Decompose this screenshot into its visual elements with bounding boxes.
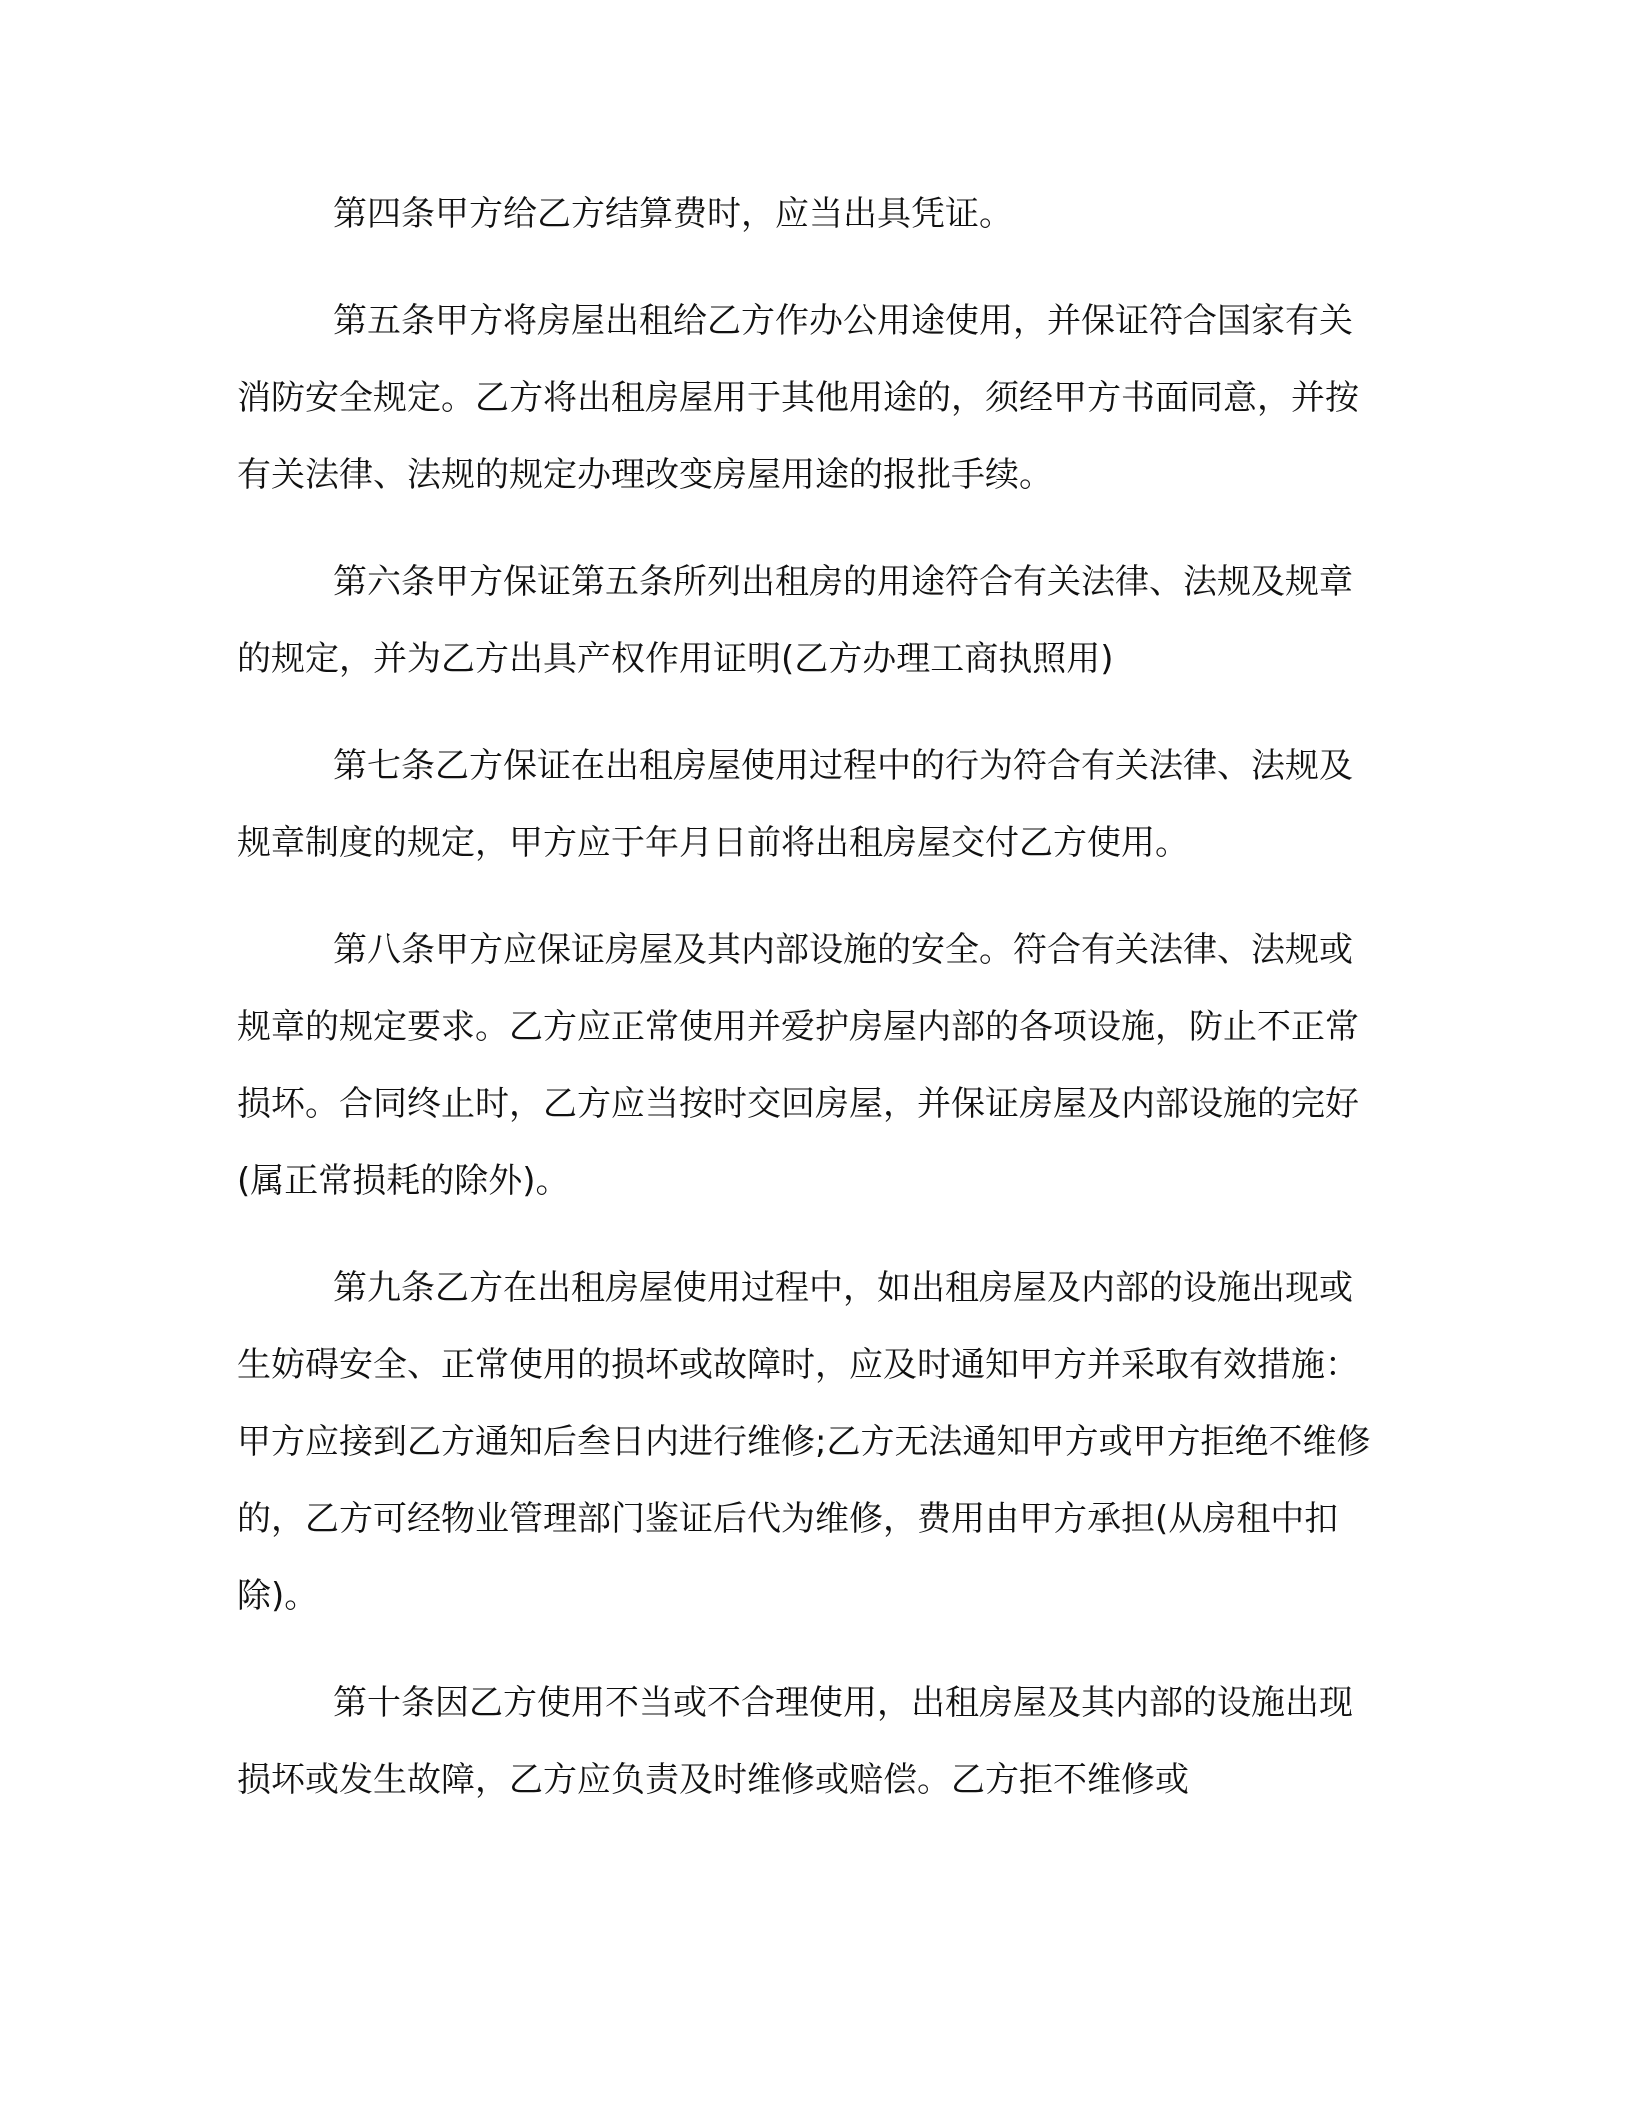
contract-body bbox=[237, 176, 1377, 1819]
clause-4: 第四条甲方给乙方结算费时，应当出具凭证。 bbox=[333, 194, 1013, 234]
clause-5: 第五条甲方将房屋出租给乙方作办公用途使用，并保证符合国家有关消防安全规定。乙方将出租房屋用于其他用途的，须经甲方书面同意，并按有关法律、法规的规定办理改变房屋用途的报批手续。 bbox=[237, 301, 1359, 495]
clause-10: 第十条因乙方使用不当或不合理使用，出租房屋及其内部的设施出现损坏或发生故障，乙方应负责及时维修或赔偿。乙方拒不维修或 bbox=[237, 1683, 1353, 1800]
clause-7: 第七条乙方保证在出租房屋使用过程中的行为符合有关法律、法规及规章制度的规定，甲方应于年月日前将出租房屋交付乙方使用。 bbox=[237, 746, 1353, 863]
clause-9: 第九条乙方在出租房屋使用过程中，如出租房屋及内部的设施出现或生妨碍安全、正常使用的损坏或故障时，应及时通知甲方并采取有效措施：甲方应接到乙方通知后叁日内进行维修;乙方无法通知甲方或甲方拒绝不维修的，乙方可经物业管理部门鉴证后代为维修，费用由甲方承担(从房租中扣除)。 bbox=[237, 1268, 1371, 1616]
clause-8: 第八条甲方应保证房屋及其内部设施的安全。符合有关法律、法规或规章的规定要求。乙方应正常使用并爱护房屋内部的各项设施，防止不正常损坏。合同终止时，乙方应当按时交回房屋，并保证房屋及内部设施的完好(属正常损耗的除外)。 bbox=[237, 930, 1359, 1201]
clause-6: 第六条甲方保证第五条所列出租房的用途符合有关法律、法规及规章的规定，并为乙方出具产权作用证明(乙方办理工商执照用) bbox=[237, 562, 1353, 679]
